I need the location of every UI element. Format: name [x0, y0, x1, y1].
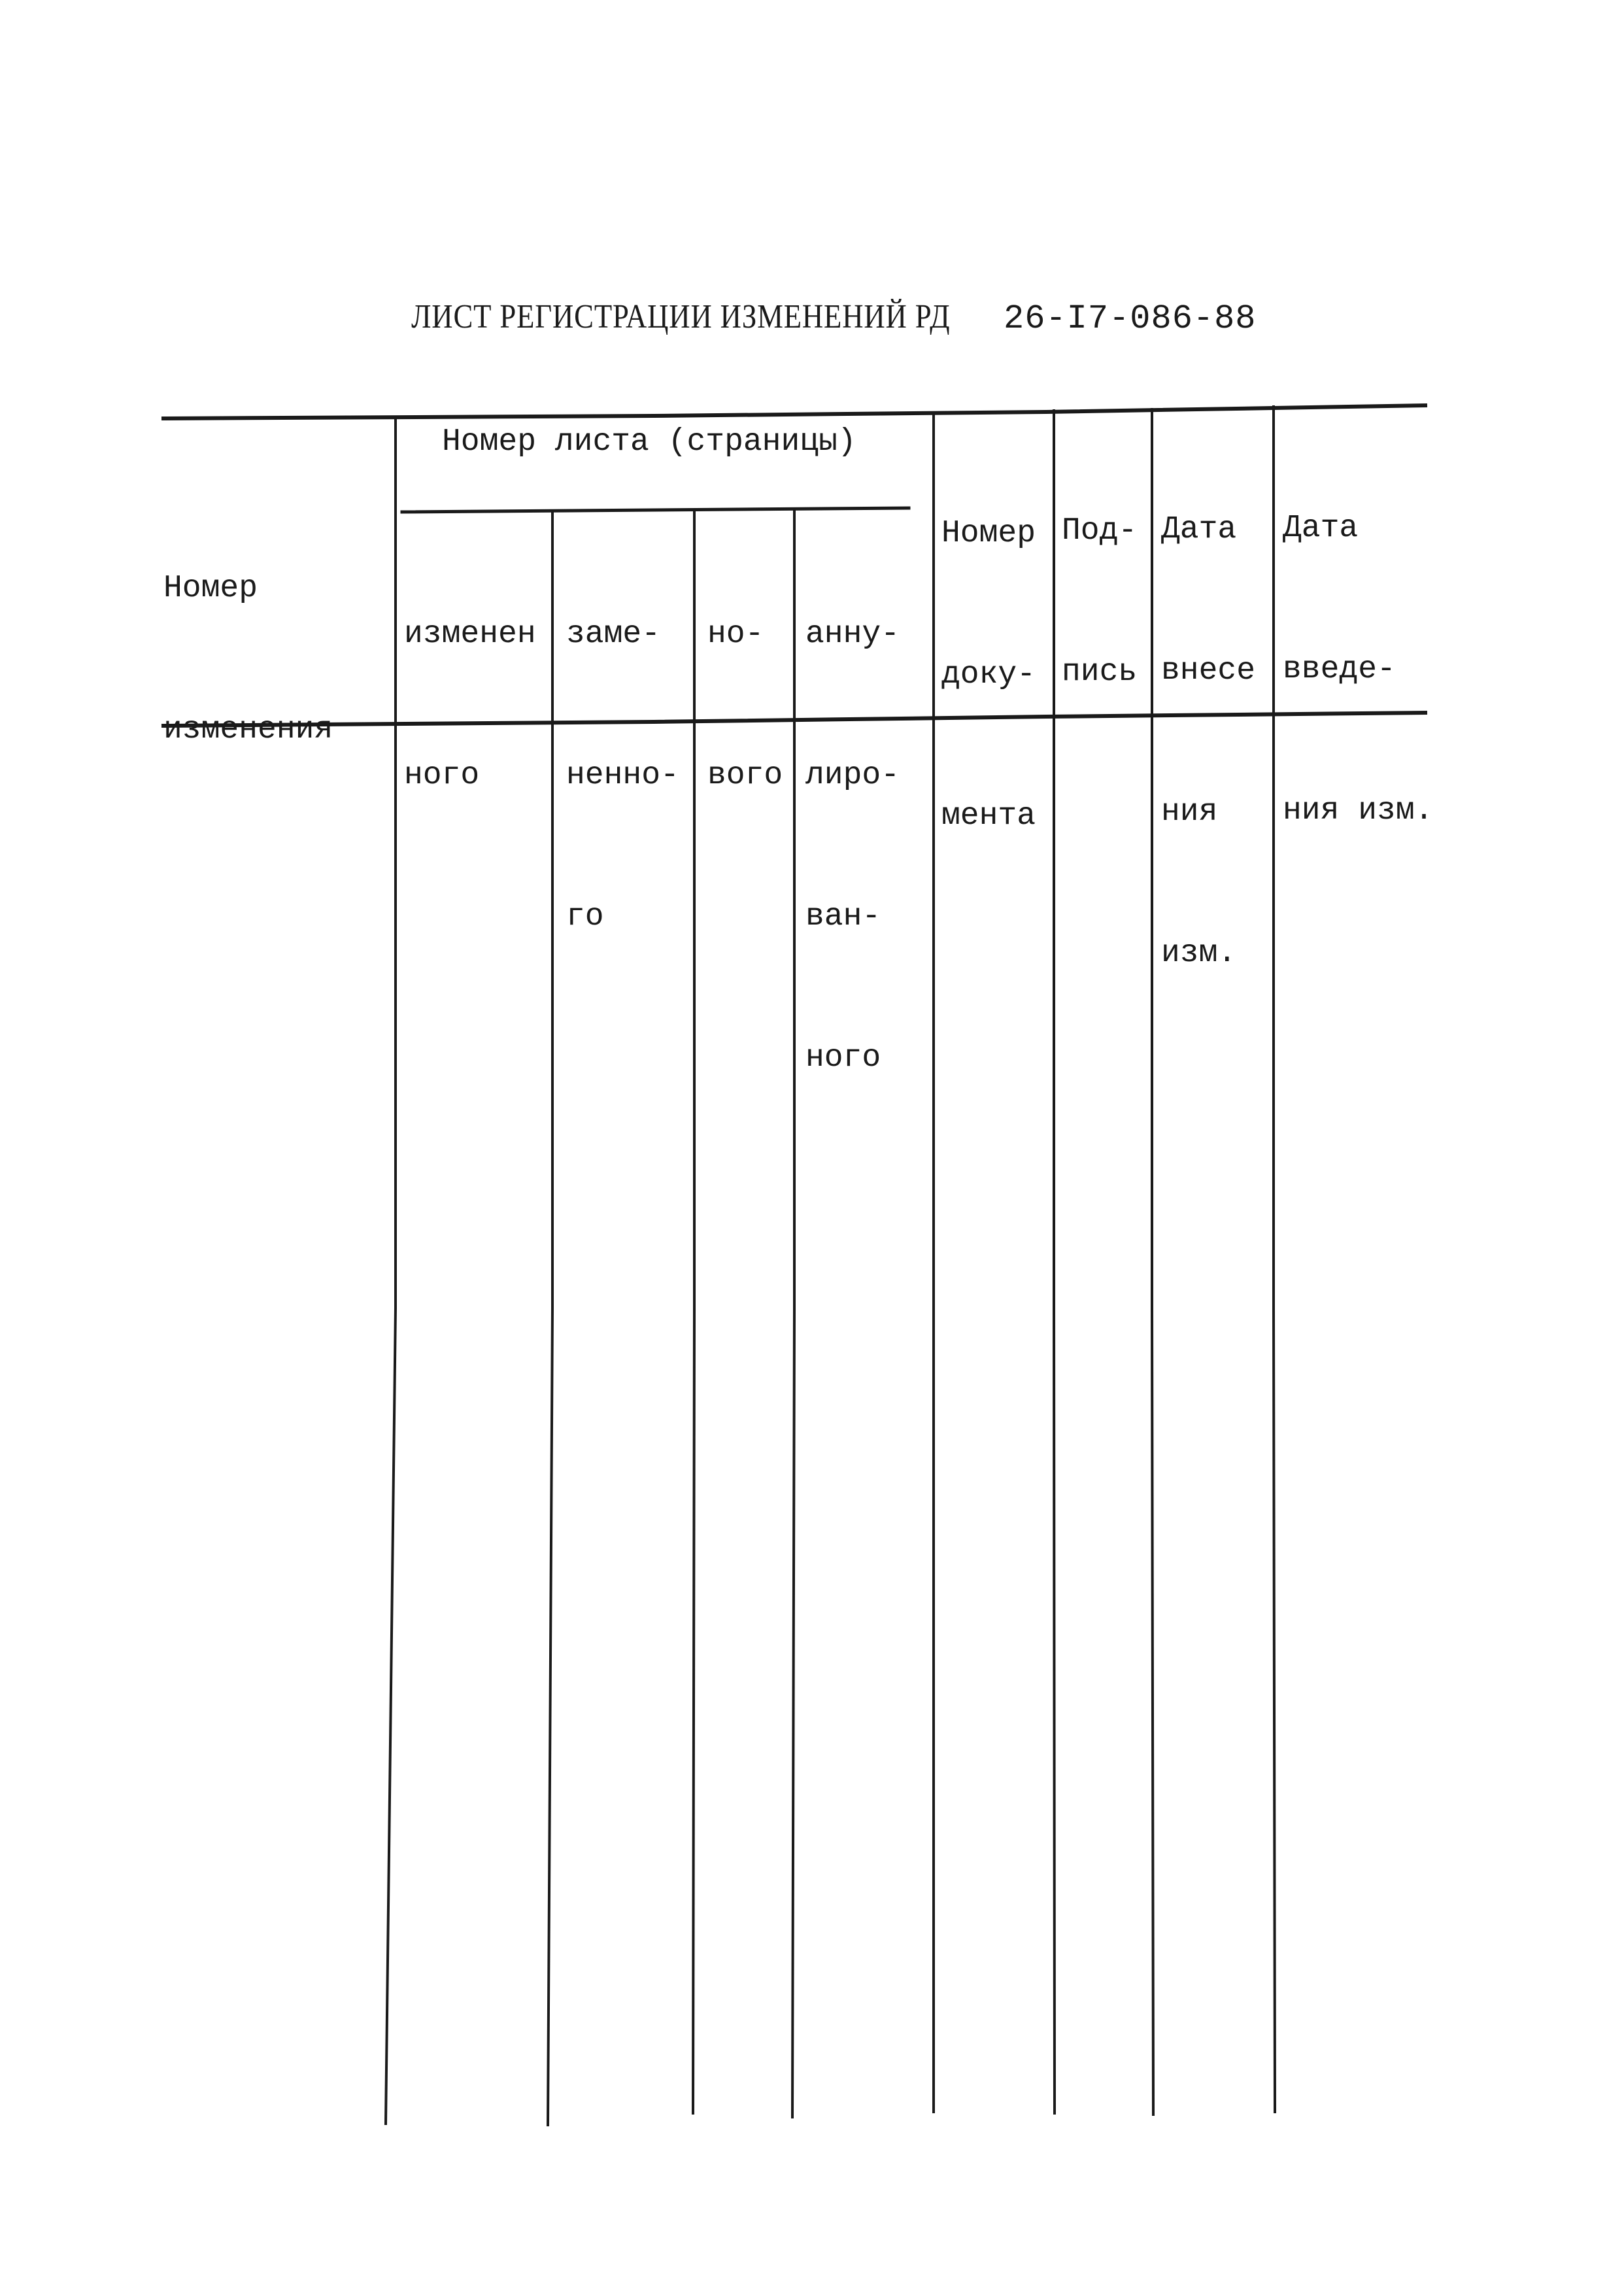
- column-line-6: [1054, 411, 1055, 2113]
- column-line-1: [386, 418, 396, 2124]
- header-new: но- вого: [707, 617, 783, 793]
- header-effective-date: Дата введе- ния изм.: [1283, 511, 1434, 828]
- header-change-number: Номер изменения: [163, 571, 333, 747]
- document-code: 26-I7-086-88: [1004, 299, 1257, 338]
- header-document-number: Номер доку- мента: [941, 516, 1036, 834]
- header-sheet-number-group: Номер листа (страницы): [442, 424, 856, 460]
- column-line-8: [1274, 407, 1275, 2112]
- header-signature: Под- пись: [1062, 513, 1138, 690]
- group-header-divider: [402, 508, 909, 512]
- column-line-3: [693, 510, 694, 2113]
- header-annulled: анну- лиро- ван- ного: [805, 617, 900, 1076]
- column-line-2: [548, 511, 552, 2125]
- column-line-4: [792, 509, 794, 2117]
- page-title-main: ЛИСТ РЕГИСТРАЦИИ ИЗМЕНЕНИЙ РД: [411, 298, 951, 335]
- header-entry-date: Дата внесе ния изм.: [1161, 512, 1256, 971]
- column-line-7: [1152, 409, 1153, 2115]
- header-replaced: заме- ненно- го: [566, 617, 679, 934]
- header-changed: изменен ного: [404, 617, 536, 793]
